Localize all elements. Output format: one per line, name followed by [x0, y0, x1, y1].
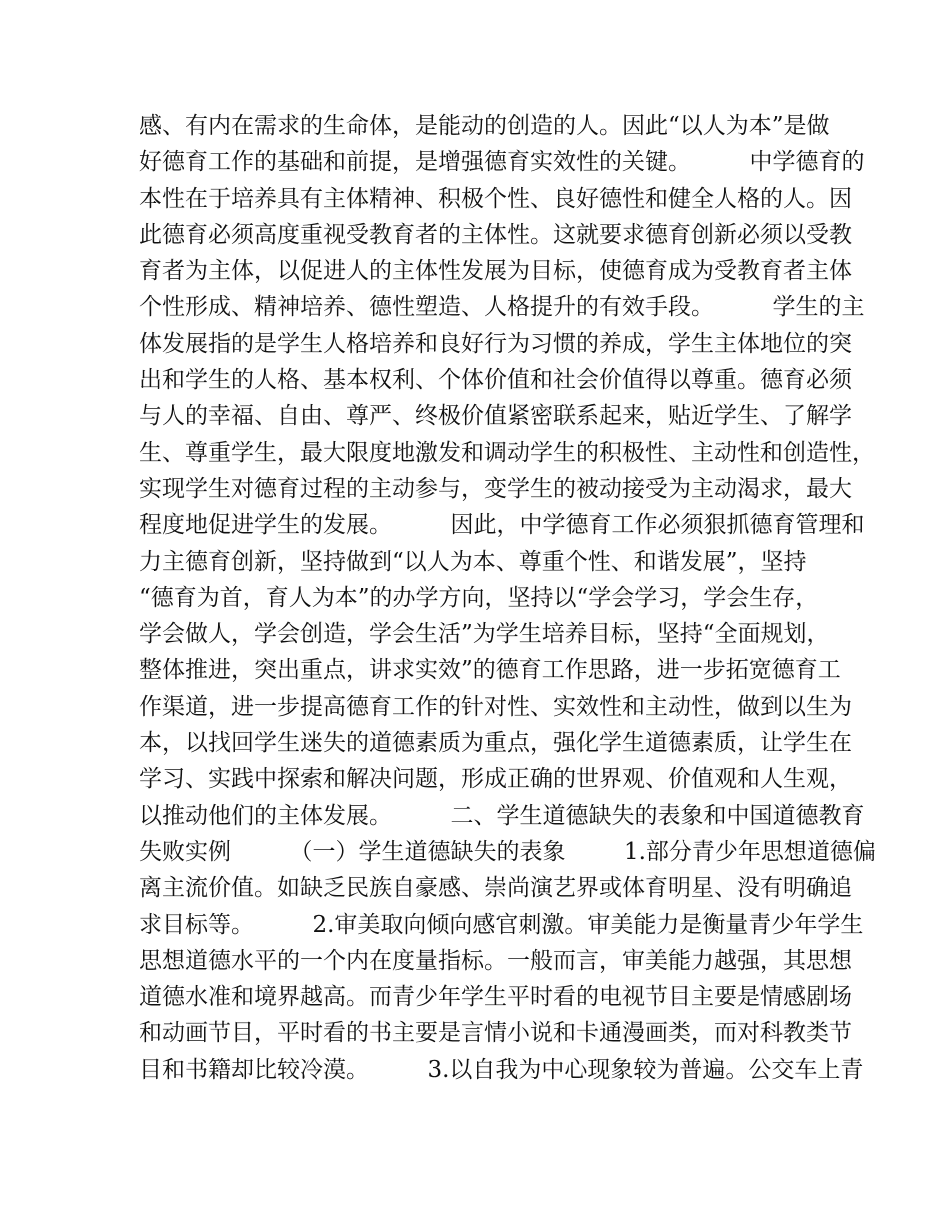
text-line: 道德水准和境界越高。而青少年学生平时看的电视节目主要是情感剧场 [139, 984, 852, 1011]
text-line: 求目标等。 2.审美取向倾向感官刺激。审美能力是衡量青少年学生 [139, 911, 864, 938]
text-line: 学会做人，学会创造，学会生活”为学生培养目标，坚持“全面规划， [139, 621, 830, 648]
text-line: 感、有内在需求的生命体，是能动的创造的人。因此“以人为本”是做 [139, 113, 830, 139]
text-line: 离主流价值。如缺乏民族自豪感、崇尚演艺界或体育明星、没有明确追 [139, 875, 852, 902]
text-line: 此德育必须高度重视受教育者的主体性。这就要求德育创新必须以受教 [139, 221, 852, 248]
text-line: “德育为首，育人为本”的办学方向，坚持以“学会学习，学会生存， [139, 584, 819, 611]
text-line: 本，以找回学生迷失的道德素质为重点，强化学生道德素质，让学生在 [139, 730, 852, 757]
text-line: 失败实例 （一）学生道德缺失的表象 1.部分青少年思想道德偏 [139, 838, 876, 865]
text-line: 体发展指的是学生人格培养和良好行为习惯的养成，学生主体地位的突 [139, 330, 852, 357]
text-line: 本性在于培养具有主体精神、积极个性、良好德性和健全人格的人。因 [139, 185, 852, 212]
text-line: 目和书籍却比较冷漠。 3.以自我为中心现象较为普遍。公交车上青 [139, 1056, 864, 1083]
text-line: 力主德育创新，坚持做到“以人为本、尊重个性、和谐发展”，坚持 [139, 548, 807, 575]
text-line: 出和学生的人格、基本权利、个体价值和社会价值得以尊重。德育必须 [139, 367, 852, 394]
body-text [139, 108, 876, 1088]
text-line: 个性形成、精神培养、德性塑造、人格提升的有效手段。 学生的主 [139, 294, 865, 321]
text-line: 以推动他们的主体发展。 二、学生道德缺失的表象和中国道德教育 [139, 802, 865, 829]
text-line: 学习、实践中探索和解决问题，形成正确的世界观、价值观和人生观， [139, 766, 852, 793]
text-line: 思想道德水平的一个内在度量指标。一般而言，审美能力越强，其思想 [139, 947, 852, 974]
text-line: 程度地促进学生的发展。 因此，中学德育工作必须狠抓德育管理和 [139, 512, 865, 539]
text-line: 与人的幸福、自由、尊严、终极价值紧密联系起来，贴近学生、了解学 [139, 403, 852, 430]
text-line: 育者为主体，以促进人的主体性发展为目标，使德育成为受教育者主体 [139, 258, 852, 285]
text-line: 好德育工作的基础和前提，是增强德育实效性的关键。 中学德育的 [139, 149, 865, 176]
text-line: 和动画节目，平时看的书主要是言情小说和卡通漫画类，而对科教类节 [139, 1020, 852, 1047]
text-line: 作渠道，进一步提高德育工作的针对性、实效性和主动性，做到以生为 [139, 693, 852, 720]
text-line: 整体推进，突出重点，讲求实效”的德育工作思路，进一步拓宽德育工 [139, 657, 841, 684]
text-line: 生、尊重学生，最大限度地激发和调动学生的积极性、主动性和创造性， [139, 439, 875, 466]
text-line: 实现学生对德育过程的主动参与，变学生的被动接受为主动渴求，最大 [139, 475, 852, 502]
